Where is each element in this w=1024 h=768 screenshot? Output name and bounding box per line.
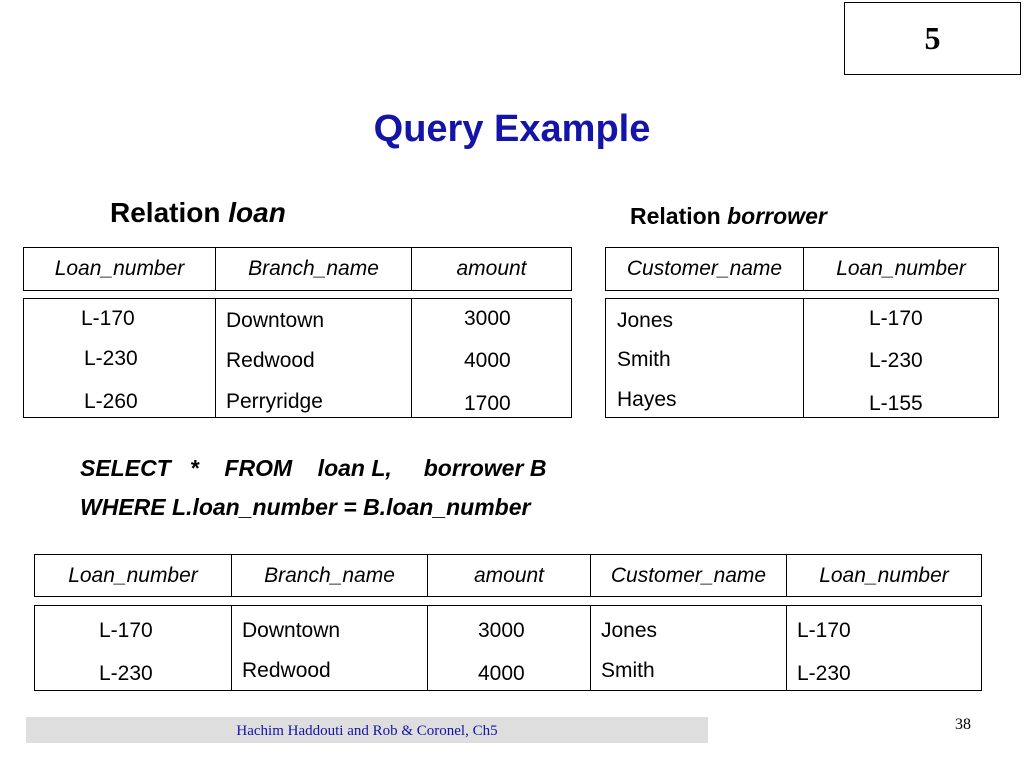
result-col-branch-name <box>231 606 427 690</box>
result-col-customer-name <box>590 606 786 690</box>
result-header-branch-name: Branch_name <box>231 555 427 596</box>
table-cell: Downtown <box>242 619 341 642</box>
borrower-header-loan-number: Loan_number <box>803 248 998 290</box>
result-col-loan-number-b <box>786 606 981 690</box>
table-cell: Redwood <box>226 349 315 372</box>
result-header-customer-name: Customer_name <box>590 555 786 596</box>
borrower-caption-prefix: Relation <box>630 203 728 229</box>
table-cell: Downtown <box>226 309 325 332</box>
table-cell: L-170 <box>99 619 153 642</box>
table-cell: Jones <box>601 619 658 642</box>
table-cell: Hayes <box>617 388 677 411</box>
loan-header-loan-number: Loan_number <box>54 257 185 280</box>
loan-table-body <box>23 298 572 418</box>
chapter-number-box <box>844 2 1021 75</box>
borrower-caption-name: borrower <box>727 203 827 229</box>
result-table-body <box>34 605 982 691</box>
loan-caption-name: loan <box>228 197 286 228</box>
table-cell: L-230 <box>99 662 153 685</box>
page-number: 38 <box>955 716 971 733</box>
loan-col-branch-name <box>215 299 411 417</box>
loan-table-header <box>23 247 572 291</box>
table-cell: Jones <box>617 309 674 332</box>
chapter-number: 5 <box>924 20 941 56</box>
table-cell: L-260 <box>84 390 138 413</box>
table-cell: 3000 <box>478 619 525 642</box>
loan-caption <box>110 197 286 229</box>
loan-caption-prefix: Relation <box>110 197 229 228</box>
borrower-col-loan-number <box>803 299 998 417</box>
table-cell: 1700 <box>464 392 511 415</box>
sql-select-line: SELECT * FROM loan L, borrower B <box>80 455 547 481</box>
loan-header-branch-name: Branch_name <box>215 248 411 290</box>
borrower-table-header <box>605 247 999 291</box>
loan-header-amount: amount <box>411 248 571 290</box>
borrower-table-body <box>605 298 999 418</box>
result-col-loan-number <box>35 606 231 690</box>
borrower-header-customer-name: Customer_name <box>626 257 783 280</box>
result-col-amount <box>427 606 590 690</box>
table-cell: 3000 <box>464 307 511 330</box>
table-cell: Perryridge <box>226 390 323 413</box>
table-cell: Smith <box>601 659 655 682</box>
table-cell: L-170 <box>869 307 923 330</box>
table-cell: L-155 <box>869 392 923 415</box>
result-header-loan-number: Loan_number <box>68 563 198 587</box>
table-cell: 4000 <box>478 662 525 685</box>
table-cell: L-230 <box>84 347 138 370</box>
table-cell: L-230 <box>869 349 923 372</box>
table-cell: L-230 <box>797 662 851 685</box>
result-header-amount: amount <box>427 555 590 596</box>
table-cell: 4000 <box>464 349 511 372</box>
table-cell: Redwood <box>242 659 331 682</box>
footer-credit: Hachim Haddouti and Rob & Coronel, Ch5 <box>236 723 498 739</box>
table-cell: Smith <box>617 348 671 371</box>
table-cell: L-170 <box>797 619 851 642</box>
table-cell: L-170 <box>81 307 135 330</box>
slide-title: Query Example <box>373 108 651 150</box>
borrower-col-customer-name <box>606 299 803 417</box>
loan-col-amount <box>411 299 571 417</box>
borrower-caption <box>630 203 827 230</box>
result-header-loan-number-b: Loan_number <box>786 555 981 596</box>
loan-col-loan-number <box>24 299 215 417</box>
result-table-header <box>34 554 982 597</box>
sql-where-line: WHERE L.loan_number = B.loan_number <box>80 494 531 520</box>
